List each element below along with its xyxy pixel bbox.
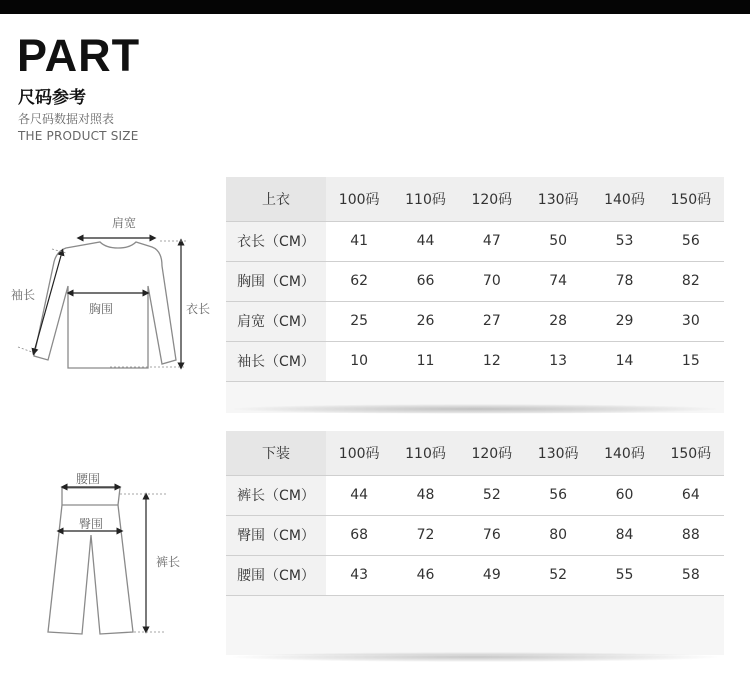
row-label: 胸围（CM）: [226, 261, 326, 301]
size-header: 140码: [591, 177, 657, 221]
table-cell: 49: [459, 555, 525, 595]
size-comparison-subtitle: 各尺码数据对照表: [18, 112, 115, 126]
table-cell: 88: [658, 515, 724, 555]
table-cell: 12: [459, 341, 525, 381]
bottom-size-table: [226, 431, 724, 655]
table-cell: 13: [525, 341, 591, 381]
length-label: 衣长: [186, 302, 211, 316]
table-cell: 78: [591, 261, 657, 301]
table-cell: 80: [525, 515, 591, 555]
row-label: 臀围（CM）: [226, 515, 326, 555]
table-cell: 44: [392, 221, 458, 261]
table-cell: 41: [326, 221, 392, 261]
table-row: [226, 261, 724, 301]
size-header: 120码: [459, 431, 525, 475]
pants-outline: [48, 488, 133, 634]
table-cell: 30: [658, 301, 724, 341]
size-header: 150码: [658, 431, 724, 475]
row-label: 腰围（CM）: [226, 555, 326, 595]
table-cell: 44: [326, 475, 392, 515]
size-header: 140码: [591, 431, 657, 475]
table-cell: 28: [525, 301, 591, 341]
table-cell: 29: [591, 301, 657, 341]
waist-label: 腰围: [76, 472, 101, 486]
table-row: [226, 515, 724, 555]
part-heading: PART: [17, 30, 141, 81]
table-cell: 52: [525, 555, 591, 595]
table-cell: 26: [392, 301, 458, 341]
shoulder-label: 肩宽: [112, 216, 137, 230]
table-cell: 14: [591, 341, 657, 381]
product-size-caption: THE PRODUCT SIZE: [18, 129, 139, 143]
table-cell: 70: [459, 261, 525, 301]
table-cell: 72: [392, 515, 458, 555]
table-header-row: [226, 177, 724, 221]
table-cell: 50: [525, 221, 591, 261]
table-footer-spacer: [226, 595, 724, 655]
table-cell: 76: [459, 515, 525, 555]
size-header: 130码: [525, 431, 591, 475]
table-cell: 56: [525, 475, 591, 515]
top-size-table: [226, 177, 724, 413]
table-row: [226, 301, 724, 341]
row-label: 衣长（CM）: [226, 221, 326, 261]
table-cell: 43: [326, 555, 392, 595]
table-cell: 53: [591, 221, 657, 261]
row-label: 裤长（CM）: [226, 475, 326, 515]
table-cell: 60: [591, 475, 657, 515]
size-reference-title: 尺码参考: [18, 88, 86, 108]
size-header: 150码: [658, 177, 724, 221]
category-label: 上衣: [226, 177, 326, 221]
size-header: 110码: [392, 177, 458, 221]
size-header: 120码: [459, 177, 525, 221]
table-cell: 58: [658, 555, 724, 595]
table-shadow: [232, 652, 718, 662]
category-label: 下装: [226, 431, 326, 475]
table-cell: 56: [658, 221, 724, 261]
table-row: [226, 341, 724, 381]
table-cell: 84: [591, 515, 657, 555]
table-cell: 11: [392, 341, 458, 381]
table-header-row: [226, 431, 724, 475]
table-cell: 74: [525, 261, 591, 301]
table-cell: 48: [392, 475, 458, 515]
row-label: 肩宽（CM）: [226, 301, 326, 341]
table-cell: 10: [326, 341, 392, 381]
chest-label: 胸围: [89, 302, 114, 316]
sleeve-label: 袖长: [11, 288, 36, 302]
table-cell: 15: [658, 341, 724, 381]
table-cell: 52: [459, 475, 525, 515]
size-header: 100码: [326, 177, 392, 221]
table-cell: 47: [459, 221, 525, 261]
table-cell: 68: [326, 515, 392, 555]
size-header: 110码: [392, 431, 458, 475]
table-row: [226, 475, 724, 515]
size-header: 100码: [326, 431, 392, 475]
table-cell: 55: [591, 555, 657, 595]
table-cell: 62: [326, 261, 392, 301]
size-header: 130码: [525, 177, 591, 221]
table-cell: 66: [392, 261, 458, 301]
hip-label: 臀围: [79, 517, 104, 531]
table-shadow: [232, 404, 718, 414]
table-cell: 82: [658, 261, 724, 301]
table-cell: 64: [658, 475, 724, 515]
table-cell: 25: [326, 301, 392, 341]
pants-length-label: 裤长: [156, 555, 181, 569]
row-label: 袖长（CM）: [226, 341, 326, 381]
table-cell: 46: [392, 555, 458, 595]
table-row: [226, 555, 724, 595]
table-row: [226, 221, 724, 261]
table-cell: 27: [459, 301, 525, 341]
